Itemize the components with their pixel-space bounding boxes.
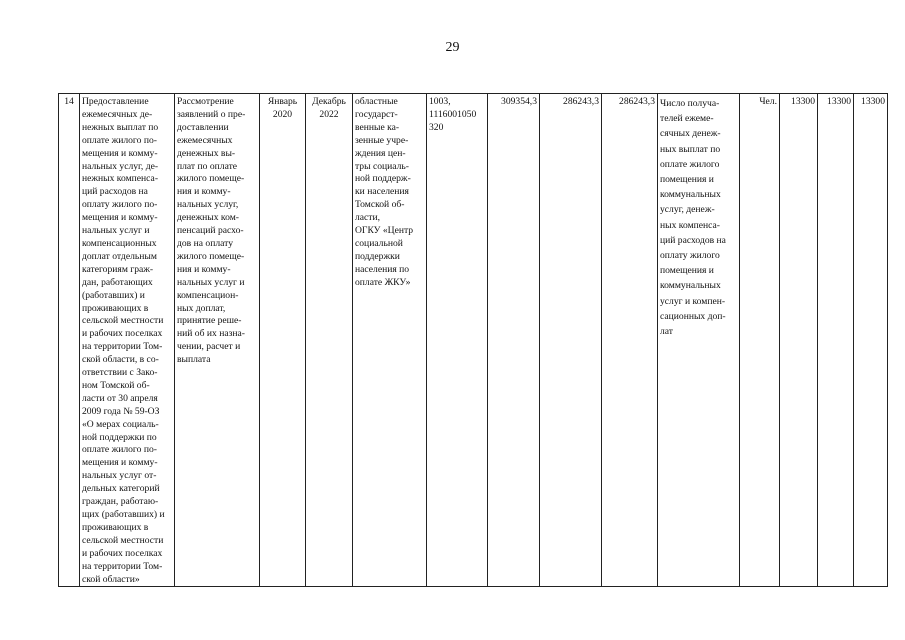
indicator-cell: Число получа- телей ежеме- сячных денеж- ных выплат по оплате жилого помещения и коммунальных услуг, денеж- ных компенса- ций расходов на оплату жилого помещения и коммунальных услуг и компен- сационных доп- лат — [658, 94, 740, 587]
value-cell-1: 13300 — [780, 94, 818, 587]
executor-cell: областные государст- венные ка- зенные учре- ждения цен- тры социаль- ной поддерж- ки населения Томской об- ласти, ОГКУ «Центр социальной поддержки населения по оплате ЖКУ» — [353, 94, 427, 587]
amount-cell-1: 309354,3 — [488, 94, 540, 587]
value-cell-2: 13300 — [818, 94, 854, 587]
end-date-cell: Декабрь 2022 — [306, 94, 353, 587]
unit-cell: Чел. — [740, 94, 780, 587]
event-name-cell: Предоставление ежемесячных де- нежных выплат по оплате жилого по- мещения и комму- нальных услуг, де- нежных компенса- ций расходов на оплату жилого по- мещения и комму- нальных услуг и компенсационных доплат отдельным категориям граж- дан, работающих (работавших) и проживающих в сельской местности и рабочих поселках на территории Том- ской области, в со- ответствии с Зако- ном Томской об- ласти от 30 апреля 2009 года № 59-ОЗ «О мерах социаль- ной поддержки по оплате жилого по- мещения и комму- нальных услуг от- дельных категорий граждан, работаю- щих (работавших) и проживающих в сельской местности и рабочих поселках на территории Том- ской области» — [80, 94, 175, 587]
budget-code-cell: 1003, 1116001050 320 — [427, 94, 488, 587]
amount-cell-2: 286243,3 — [540, 94, 602, 587]
row-number-cell: 14 — [59, 94, 80, 587]
value-cell-3: 13300 — [854, 94, 888, 587]
amount-cell-3: 286243,3 — [602, 94, 658, 587]
table-row — [59, 94, 888, 587]
event-description-cell: Рассмотрение заявлений о пре- доставлении ежемесячных денежных вы- плат по оплате жилого помеще- ния и комму- нальных услуг, денежных ком- пенсаций расхо- дов на оплату жилого помеще- ния и комму- нальных услуг и компенсацион- ных доплат, принятие реше- ний об их назна- чении, расчет и выплата — [175, 94, 260, 587]
program-table — [58, 93, 888, 587]
start-date-cell: Январь 2020 — [260, 94, 306, 587]
page-number: 29 — [445, 40, 460, 55]
